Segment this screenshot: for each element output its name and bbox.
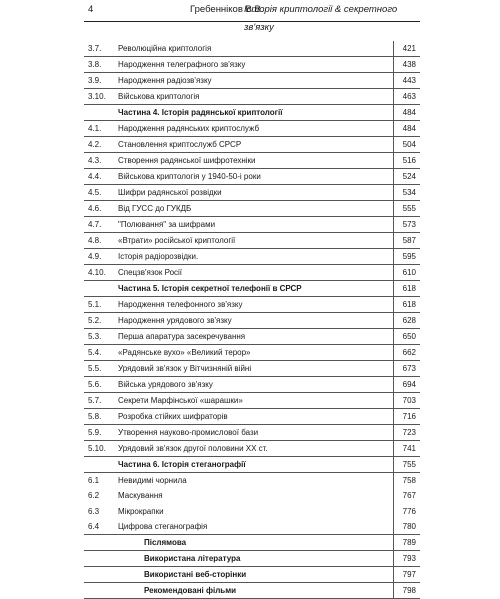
toc-entry-number bbox=[84, 281, 114, 297]
toc-entry-title: Історія радіорозвідки. bbox=[114, 249, 394, 265]
toc-entry-number bbox=[84, 457, 114, 473]
toc-row bbox=[84, 217, 420, 233]
toc-entry-page: 587 bbox=[394, 233, 421, 249]
table-of-contents bbox=[84, 41, 420, 599]
toc-entry-title: Рекомендовані фільми bbox=[114, 583, 394, 599]
toc-row bbox=[84, 519, 420, 535]
book-title: Історія криптології & секретного зв'язку bbox=[244, 4, 398, 33]
toc-entry-page: 555 bbox=[394, 201, 421, 217]
toc-entry-page: 662 bbox=[394, 345, 421, 361]
toc-entry-page: 741 bbox=[394, 441, 421, 457]
toc-row bbox=[84, 441, 420, 457]
toc-entry-page: 595 bbox=[394, 249, 421, 265]
toc-entry-title: Війська урядового зв'язку bbox=[114, 377, 394, 393]
toc-entry-page: 716 bbox=[394, 409, 421, 425]
toc-entry-number: 6.4 bbox=[84, 519, 114, 535]
toc-entry-number: 5.2. bbox=[84, 313, 114, 329]
toc-row bbox=[84, 345, 420, 361]
toc-entry-title: Маскування bbox=[114, 488, 394, 504]
toc-entry-page: 618 bbox=[394, 297, 421, 313]
toc-entry-page: 443 bbox=[394, 73, 421, 89]
toc-entry-page: 767 bbox=[402, 491, 416, 501]
toc-row bbox=[84, 185, 420, 201]
toc-entry-number: 4.2. bbox=[84, 137, 114, 153]
toc-row bbox=[84, 313, 420, 329]
toc-row bbox=[84, 409, 420, 425]
toc-entry-number bbox=[84, 551, 114, 567]
toc-part-row bbox=[84, 281, 420, 297]
toc-entry-title: Військова криптологія bbox=[114, 89, 394, 105]
toc-entry-page: 463 bbox=[394, 89, 421, 105]
toc-entry-number: 4.8. bbox=[84, 233, 114, 249]
toc-entry-number: 5.9. bbox=[84, 425, 114, 441]
toc-entry-number: 4.7. bbox=[84, 217, 114, 233]
toc-entry-page: 484 bbox=[394, 121, 421, 137]
page-header bbox=[84, 0, 420, 33]
toc-entry-page: 793 bbox=[394, 551, 421, 567]
toc-entry-title: Спецзв'язок Росії bbox=[114, 265, 394, 281]
toc-entry-page: 504 bbox=[394, 137, 421, 153]
toc-row bbox=[84, 361, 420, 377]
toc-entry-title: «Радянське вухо» «Великий терор» bbox=[114, 345, 394, 361]
toc-row bbox=[84, 201, 420, 217]
toc-entry-title: Народження урядового зв'язку bbox=[114, 313, 394, 329]
toc-entry-number: 3.8. bbox=[84, 57, 114, 73]
toc-entry-title: Післямова bbox=[114, 535, 394, 551]
toc-entry-page: 703 bbox=[394, 393, 421, 409]
toc-entry-title: Урядовий зв'язок другої половини XX ст. bbox=[114, 441, 394, 457]
toc-entry-number bbox=[84, 535, 114, 551]
toc-entry-number: 5.8. bbox=[84, 409, 114, 425]
toc-entry-title: Створення радянської шифротехніки bbox=[114, 153, 394, 169]
toc-body bbox=[84, 41, 420, 599]
toc-entry-title: Частина 4. Історія радянської криптології bbox=[114, 105, 394, 121]
toc-entry-number: 4.10. bbox=[84, 265, 114, 281]
toc-entry-number: 4.3. bbox=[84, 153, 114, 169]
toc-row bbox=[84, 73, 420, 89]
toc-entry-page: 628 bbox=[394, 313, 421, 329]
toc-row bbox=[84, 393, 420, 409]
toc-row bbox=[84, 504, 420, 520]
toc-entry-number: 3.7. bbox=[84, 41, 114, 57]
toc-entry-number: 5.3. bbox=[84, 329, 114, 345]
toc-backmatter-row bbox=[84, 583, 420, 599]
toc-entry-title: Використані веб-сторінки bbox=[114, 567, 394, 583]
toc-entry-page: 797 bbox=[394, 567, 421, 583]
toc-entry-page: 573 bbox=[394, 217, 421, 233]
toc-row bbox=[84, 233, 420, 249]
toc-row bbox=[84, 89, 420, 105]
toc-entry-page: 776 bbox=[402, 507, 416, 517]
toc-part-row bbox=[84, 457, 420, 473]
toc-row bbox=[84, 377, 420, 393]
toc-entry-number: 6.3 bbox=[88, 507, 100, 517]
toc-entry-page: 694 bbox=[394, 377, 421, 393]
toc-row bbox=[84, 41, 420, 57]
toc-entry-page: 524 bbox=[394, 169, 421, 185]
toc-row bbox=[84, 488, 420, 504]
toc-entry-number bbox=[84, 105, 114, 121]
toc-entry-page: 438 bbox=[394, 57, 421, 73]
toc-entry-number: 6.2 bbox=[88, 491, 100, 501]
toc-entry-number: 5.5. bbox=[84, 361, 114, 377]
toc-entry-number: 5.10. bbox=[84, 441, 114, 457]
toc-row bbox=[84, 153, 420, 169]
toc-entry-title: Військова криптологія у 1940-50-і роки bbox=[114, 169, 394, 185]
toc-entry-number: 4.5. bbox=[84, 185, 114, 201]
toc-entry-title: Перша апаратура засекречування bbox=[114, 329, 394, 345]
toc-entry-page: 798 bbox=[394, 583, 421, 599]
toc-entry-page: 723 bbox=[394, 425, 421, 441]
toc-row bbox=[84, 297, 420, 313]
toc-row bbox=[84, 425, 420, 441]
toc-entry-number: 4.9. bbox=[84, 249, 114, 265]
toc-row bbox=[84, 265, 420, 281]
toc-entry-page: 618 bbox=[394, 281, 421, 297]
author-name: Гребенніков В.В. bbox=[190, 4, 264, 15]
toc-entry-title: Використана література bbox=[114, 551, 394, 567]
toc-entry-title: Мікрокрапки bbox=[114, 504, 394, 520]
toc-entry-title: Урядовий зв'язок у Вітчизняній війні bbox=[114, 361, 394, 377]
toc-entry-title: Частина 5. Історія секретної телефонії в СРСР bbox=[114, 281, 394, 297]
toc-entry-number: 4.6. bbox=[84, 201, 114, 217]
toc-entry-page: 789 bbox=[394, 535, 421, 551]
toc-entry-page: 780 bbox=[394, 519, 421, 535]
toc-backmatter-row bbox=[84, 567, 420, 583]
toc-part-row bbox=[84, 105, 420, 121]
toc-entry-number bbox=[84, 583, 114, 599]
toc-entry-title: «Втрати» російської криптології bbox=[114, 233, 394, 249]
toc-entry-page: 650 bbox=[394, 329, 421, 345]
toc-entry-title: Народження телеграфного зв'язку bbox=[114, 57, 394, 73]
toc-entry-page: 755 bbox=[394, 457, 421, 473]
toc-entry-number: 5.7. bbox=[84, 393, 114, 409]
toc-backmatter-row bbox=[84, 535, 420, 551]
toc-entry-page: 421 bbox=[394, 41, 421, 57]
toc-row bbox=[84, 249, 420, 265]
toc-entry-number: 4.4. bbox=[84, 169, 114, 185]
toc-entry-title: Утворення науково-промислової бази bbox=[114, 425, 394, 441]
toc-entry-number: 5.4. bbox=[84, 345, 114, 361]
toc-entry-page: 534 bbox=[394, 185, 421, 201]
toc-entry-title: Народження телефонного зв'язку bbox=[114, 297, 394, 313]
toc-entry-page: 758 bbox=[402, 476, 416, 486]
toc-row bbox=[84, 329, 420, 345]
toc-entry-title: Революційна криптологія bbox=[114, 41, 394, 57]
toc-backmatter-row bbox=[84, 551, 420, 567]
toc-entry-number bbox=[84, 567, 114, 583]
toc-entry-number: 5.1. bbox=[84, 297, 114, 313]
toc-entry-title: "Полювання" за шифрами bbox=[114, 217, 394, 233]
toc-row bbox=[84, 137, 420, 153]
toc-entry-title: Цифрова стеганографія bbox=[114, 519, 394, 535]
page-number: 4 bbox=[88, 4, 94, 15]
toc-entry-title: Становлення криптослужб СРСР bbox=[114, 137, 394, 153]
toc-row bbox=[84, 473, 420, 489]
toc-entry-title: Невидимі чорнила bbox=[114, 473, 394, 489]
toc-entry-page: 484 bbox=[394, 105, 421, 121]
toc-entry-title: Секрети Марфінської «шарашки» bbox=[114, 393, 394, 409]
toc-entry-page: 673 bbox=[394, 361, 421, 377]
toc-entry-number: 3.9. bbox=[84, 73, 114, 89]
toc-entry-number: 3.10. bbox=[84, 89, 114, 105]
toc-entry-number: 4.1. bbox=[84, 121, 114, 137]
toc-entry-number: 6.1 bbox=[88, 476, 100, 486]
toc-entry-number: 5.6. bbox=[84, 377, 114, 393]
toc-entry-title: Розробка стійких шифраторів bbox=[114, 409, 394, 425]
toc-row bbox=[84, 121, 420, 137]
toc-entry-title: Від ГУСС до ГУКДБ bbox=[114, 201, 394, 217]
toc-entry-title: Шифри радянської розвідки bbox=[114, 185, 394, 201]
toc-row bbox=[84, 169, 420, 185]
toc-entry-page: 610 bbox=[394, 265, 421, 281]
toc-entry-page: 516 bbox=[394, 153, 421, 169]
toc-entry-title: Народження радіозв'язку bbox=[114, 73, 394, 89]
toc-entry-title: Народження радянських криптослужб bbox=[114, 121, 394, 137]
toc-entry-title: Частина 6. Історія стеганографії bbox=[114, 457, 394, 473]
toc-row bbox=[84, 57, 420, 73]
